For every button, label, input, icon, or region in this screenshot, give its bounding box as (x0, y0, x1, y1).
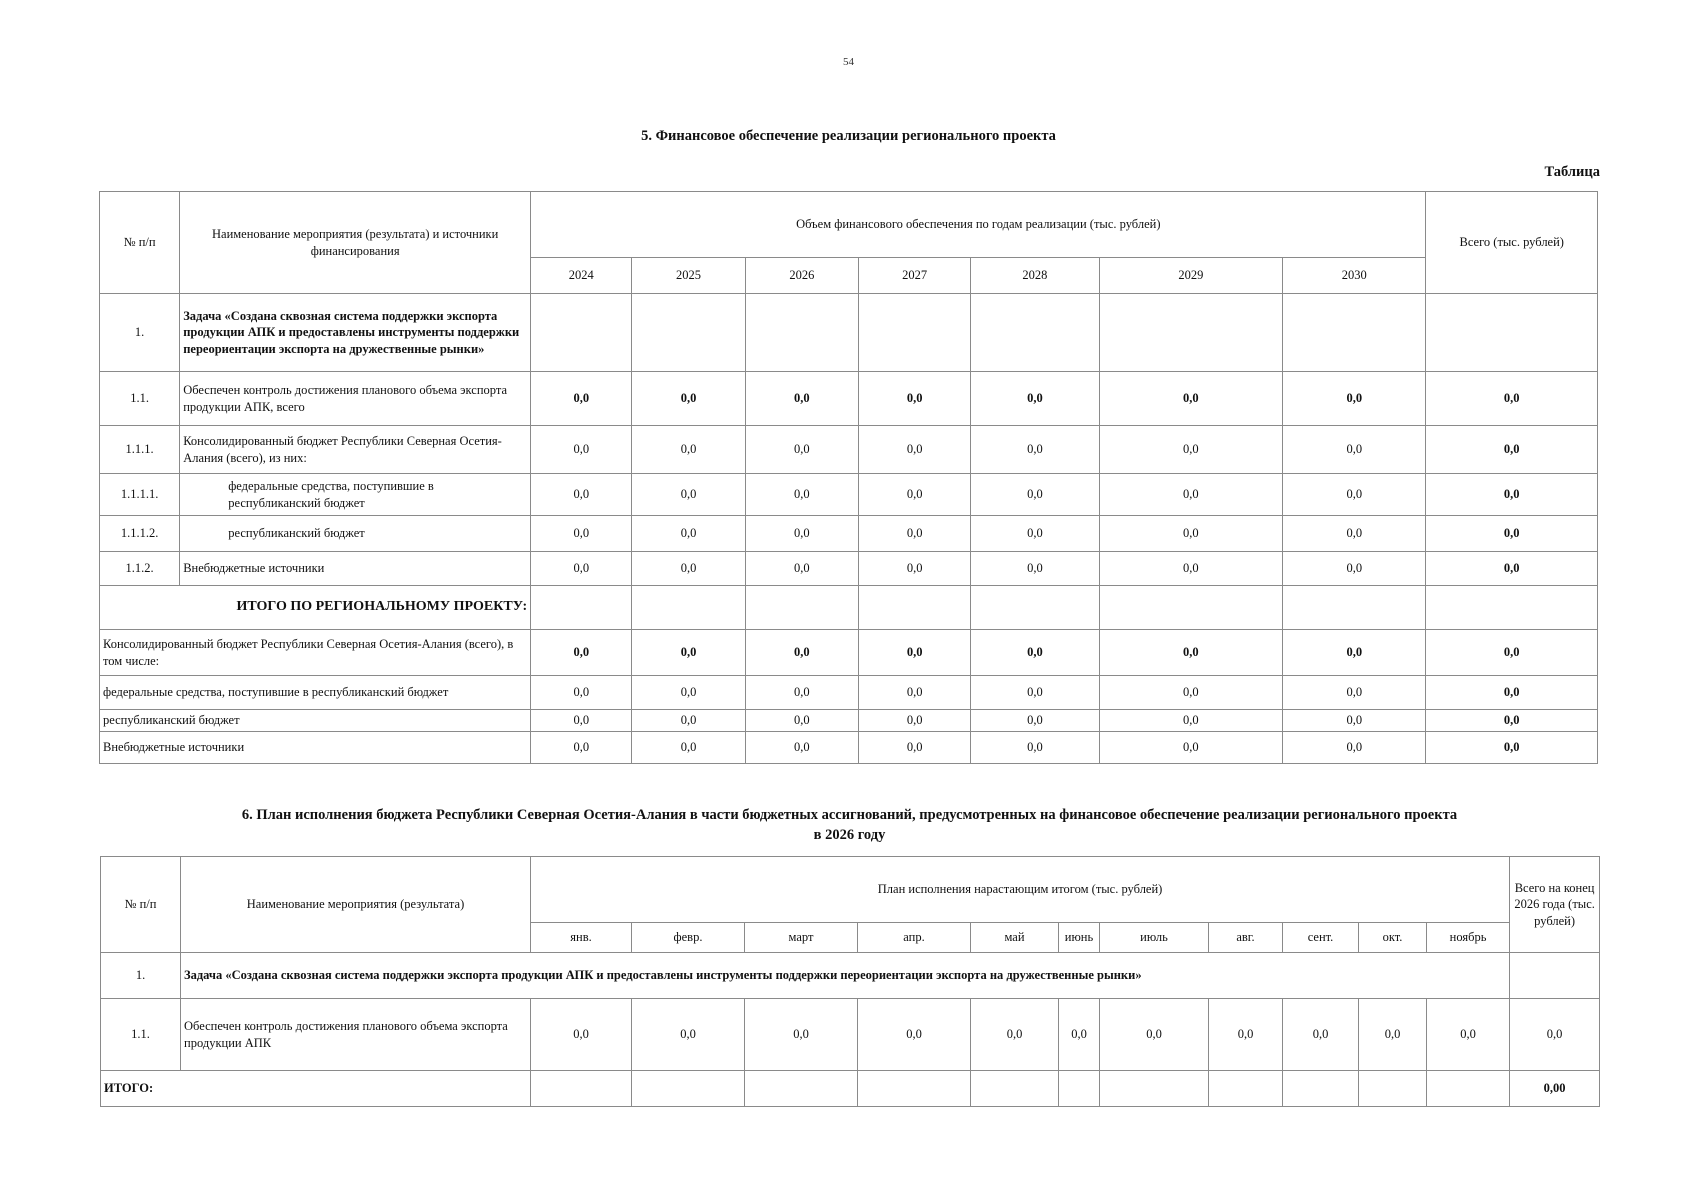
value-cell: 0,0 (858, 676, 970, 710)
value-cell: 0,0 (1359, 999, 1427, 1071)
value-cell: 0,0 (1099, 732, 1282, 764)
value-cell: 0,0 (971, 732, 1099, 764)
value-cell: 0,0 (745, 516, 858, 552)
task-num: 1. (100, 294, 180, 372)
total-cell: 0,0 (1426, 732, 1598, 764)
value-cell: 0,0 (971, 372, 1099, 426)
value-cell: 0,0 (858, 474, 970, 516)
value-cell: 0,0 (745, 676, 858, 710)
value-cell: 0,0 (531, 676, 632, 710)
row-name: Обеспечен контроль достижения планового объема экспорта продукции АПК (181, 999, 531, 1071)
value-cell: 0,0 (1283, 552, 1426, 586)
value-cell: 0,0 (531, 552, 632, 586)
row-name: республиканский бюджет (100, 710, 531, 732)
value-cell: 0,0 (745, 372, 858, 426)
table-row (100, 552, 1598, 586)
section5-title: 5. Финансовое обеспечение реализации регионального проекта (641, 128, 1056, 144)
value-cell: 0,0 (1099, 552, 1282, 586)
value-cell: 0,0 (1283, 732, 1426, 764)
total-cell: 0,0 (1426, 710, 1598, 732)
header-total: Всего (тыс. рублей) (1426, 192, 1598, 294)
value-cell: 0,0 (1099, 516, 1282, 552)
value-cell: 0,0 (1100, 999, 1209, 1071)
section6-title (100, 806, 1599, 845)
total-cell: 0,0 (1426, 630, 1598, 676)
total-cell: 0,0 (1426, 552, 1598, 586)
value-cell: 0,0 (971, 552, 1099, 586)
header-year: 2029 (1099, 258, 1282, 294)
value-cell: 0,0 (1283, 516, 1426, 552)
header-name: Наименование мероприятия (результата) и источники финансирования (180, 192, 531, 294)
value-cell: 0,0 (1283, 710, 1426, 732)
row-name: Консолидированный бюджет Республики Северная Осетия-Алания (всего), в том числе: (100, 630, 531, 676)
row-name: Внебюджетные источники (100, 732, 531, 764)
value-cell: 0,0 (632, 710, 745, 732)
value-cell: 0,0 (1099, 372, 1282, 426)
table-row (100, 710, 1598, 732)
header-month: ноябрь (1427, 923, 1510, 953)
value-cell: 0,0 (632, 552, 745, 586)
value-cell: 0,0 (858, 552, 970, 586)
header-year: 2030 (1283, 258, 1426, 294)
row-name: федеральные средства, поступившие в республиканский бюджет (180, 474, 531, 516)
header-total: Всего на конец 2026 года (тыс. рублей) (1510, 857, 1600, 953)
value-cell: 0,0 (632, 999, 745, 1071)
row-num: 1.1.1.2. (100, 516, 180, 552)
row-name: Внебюджетные источники (180, 552, 531, 586)
header-year: 2025 (632, 258, 745, 294)
row-name: Консолидированный бюджет Республики Северная Осетия-Алания (всего), из них: (180, 426, 531, 474)
value-cell: 0,0 (858, 710, 970, 732)
value-cell: 0,0 (632, 630, 745, 676)
row-name: Обеспечен контроль достижения планового объема экспорта продукции АПК, всего (180, 372, 531, 426)
table-row (100, 426, 1598, 474)
value-cell: 0,0 (531, 372, 632, 426)
total-cell: 0,0 (1510, 999, 1600, 1071)
header-year: 2026 (745, 258, 858, 294)
header-plan: План исполнения нарастающим итогом (тыс. рублей) (531, 857, 1510, 923)
header-year: 2028 (971, 258, 1099, 294)
total-cell: 0,0 (1426, 516, 1598, 552)
value-cell: 0,0 (1209, 999, 1283, 1071)
table-row (100, 630, 1598, 676)
total-cell: 0,0 (1426, 372, 1598, 426)
itogo-total: 0,00 (1510, 1071, 1600, 1107)
value-cell: 0,0 (858, 999, 971, 1071)
value-cell: 0,0 (745, 999, 858, 1071)
value-cell: 0,0 (745, 710, 858, 732)
header-month: май (971, 923, 1059, 953)
value-cell: 0,0 (745, 732, 858, 764)
row-num: 1.1.1. (100, 426, 180, 474)
financing-table (99, 191, 1598, 764)
table-row (100, 676, 1598, 710)
header-month: февр. (632, 923, 745, 953)
task-text: Задача «Создана сквозная система поддержки экспорта продукции АПК и предоставлены инструменты поддержки переориентации экспорта на дружественные рынки» (180, 294, 531, 372)
value-cell: 0,0 (632, 372, 745, 426)
value-cell: 0,0 (858, 732, 970, 764)
value-cell: 0,0 (1283, 372, 1426, 426)
page-number: 54 (843, 56, 854, 68)
value-cell: 0,0 (971, 516, 1099, 552)
value-cell: 0,0 (745, 630, 858, 676)
value-cell: 0,0 (1059, 999, 1100, 1071)
row-num: 1.1. (101, 999, 181, 1071)
table-row (100, 474, 1598, 516)
value-cell: 0,0 (531, 474, 632, 516)
header-volume: Объем финансового обеспечения по годам реализации (тыс. рублей) (531, 192, 1426, 258)
value-cell: 0,0 (858, 372, 970, 426)
value-cell: 0,0 (971, 630, 1099, 676)
header-name: Наименование мероприятия (результата) (181, 857, 531, 953)
header-month: сент. (1283, 923, 1359, 953)
header-month: янв. (531, 923, 632, 953)
value-cell: 0,0 (632, 426, 745, 474)
total-cell: 0,0 (1426, 426, 1598, 474)
value-cell: 0,0 (531, 516, 632, 552)
row-num: 1.1.2. (100, 552, 180, 586)
value-cell: 0,0 (531, 710, 632, 732)
value-cell: 0,0 (1283, 474, 1426, 516)
total-cell: 0,0 (1426, 676, 1598, 710)
value-cell: 0,0 (632, 516, 745, 552)
header-num: № п/п (101, 857, 181, 953)
row-num: 1.1. (100, 372, 180, 426)
table-row (100, 516, 1598, 552)
header-month: март (745, 923, 858, 953)
header-month: июль (1100, 923, 1209, 953)
itogo-label: ИТОГО: (101, 1071, 531, 1107)
value-cell: 0,0 (1283, 630, 1426, 676)
header-year: 2024 (531, 258, 632, 294)
value-cell: 0,0 (632, 676, 745, 710)
value-cell: 0,0 (971, 999, 1059, 1071)
header-month: июнь (1059, 923, 1100, 953)
value-cell: 0,0 (745, 426, 858, 474)
value-cell: 0,0 (632, 732, 745, 764)
value-cell: 0,0 (971, 426, 1099, 474)
value-cell: 0,0 (531, 630, 632, 676)
table-row (101, 999, 1600, 1071)
value-cell: 0,0 (531, 426, 632, 474)
value-cell: 0,0 (858, 516, 970, 552)
value-cell: 0,0 (971, 710, 1099, 732)
value-cell: 0,0 (1099, 474, 1282, 516)
itogo-label: ИТОГО ПО РЕГИОНАЛЬНОМУ ПРОЕКТУ: (100, 586, 531, 630)
value-cell: 0,0 (858, 426, 970, 474)
value-cell: 0,0 (1099, 630, 1282, 676)
value-cell: 0,0 (531, 732, 632, 764)
total-cell: 0,0 (1426, 474, 1598, 516)
budget-plan-table (100, 856, 1600, 1107)
value-cell: 0,0 (1427, 999, 1510, 1071)
value-cell: 0,0 (858, 630, 970, 676)
value-cell: 0,0 (745, 474, 858, 516)
task-text: Задача «Создана сквозная система поддержки экспорта продукции АПК и предоставлены инструменты поддержки переориентации экспорта на дружественные рынки» (181, 953, 1510, 999)
value-cell: 0,0 (971, 676, 1099, 710)
value-cell: 0,0 (531, 999, 632, 1071)
section6-title-line2: в 2026 году (813, 826, 886, 843)
value-cell: 0,0 (1283, 999, 1359, 1071)
header-year: 2027 (858, 258, 970, 294)
header-month: апр. (858, 923, 971, 953)
row-num: 1.1.1.1. (100, 474, 180, 516)
value-cell: 0,0 (745, 552, 858, 586)
task-num: 1. (101, 953, 181, 999)
value-cell: 0,0 (1099, 426, 1282, 474)
header-month: авг. (1209, 923, 1283, 953)
value-cell: 0,0 (1283, 676, 1426, 710)
value-cell: 0,0 (1099, 710, 1282, 732)
table-row (100, 732, 1598, 764)
header-month: окт. (1359, 923, 1427, 953)
value-cell: 0,0 (1099, 676, 1282, 710)
value-cell: 0,0 (971, 474, 1099, 516)
value-cell: 0,0 (1283, 426, 1426, 474)
section6-title-line1: 6. План исполнения бюджета Республики Северная Осетия-Алания в части бюджетных ассигнований, предусмотренных на финансовое обеспечение реализации регионального проекта (241, 807, 1458, 823)
table-label: Таблица (1544, 164, 1600, 180)
table-row (100, 372, 1598, 426)
row-name: республиканский бюджет (180, 516, 531, 552)
row-name: федеральные средства, поступившие в республиканский бюджет (100, 676, 531, 710)
value-cell: 0,0 (632, 474, 745, 516)
header-num: № п/п (100, 192, 180, 294)
